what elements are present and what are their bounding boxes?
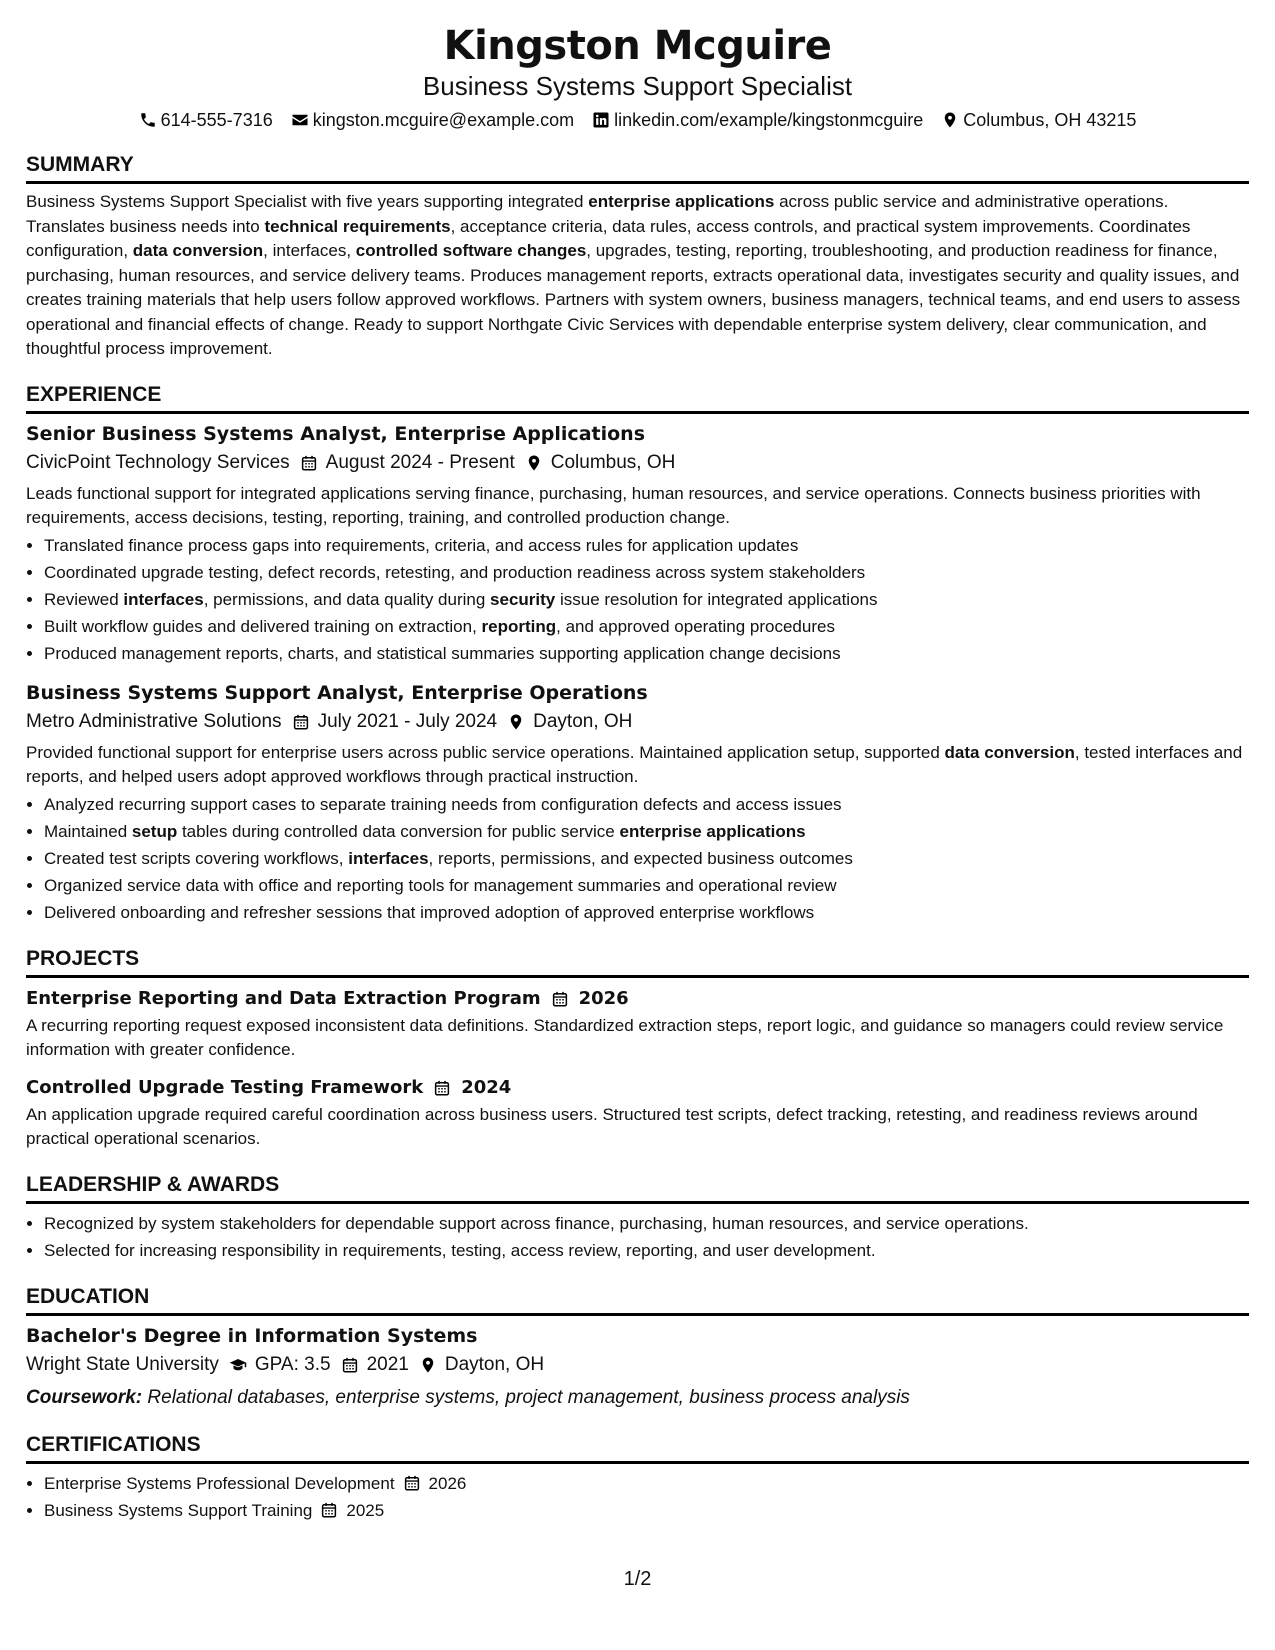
map-pin-icon xyxy=(525,454,543,472)
list-item: • Selected for increasing responsibility in requirements, testing, access review, reporting, and user development. xyxy=(44,1237,1249,1264)
list-item xyxy=(44,1470,1249,1497)
calendar-icon xyxy=(292,713,310,731)
certifications-section xyxy=(26,1432,1249,1524)
contact-email[interactable] xyxy=(291,108,574,132)
list-item: • Organized service data with office and reporting tools for management summaries and operational review xyxy=(44,872,1249,899)
calendar-icon xyxy=(403,1474,421,1492)
project-description: An application upgrade required careful coordination across business users. Structured test scripts, defect tracking, retesting, and readiness reviews around practical operational scenarios. xyxy=(26,1104,1198,1148)
summary-text: Business Systems Support Specialist with five years supporting integrated enterprise applications across public service and administrative operations. Translates business needs into technical requirements, acceptance criteria, data rules, access controls, and practical system improvements. Coordinates configuration, data conversion, interfaces, controlled software changes, upgrades, testing, reporting, troubleshooting, and production readiness for finance, purchasing, human resources, and service delivery teams. Produces management reports, extracts operational data, investigates security and quality issues, and creates training materials that help users follow approved workflows. Partners with system owners, business managers, technical teams, and end users to assess operational and financial effects of change. Ready to support Northgate Civic Services with dependable enterprise system delivery, clear communication, and thoughtful process improvement. xyxy=(26,192,1241,358)
list-item: • Coordinated upgrade testing, defect records, retesting, and production readiness across system stakeholders xyxy=(44,559,1249,586)
job-location: Columbus, OH xyxy=(550,451,676,473)
contact-location xyxy=(941,108,1136,132)
resume-header xyxy=(26,22,1249,132)
education-meta xyxy=(26,1350,1249,1380)
job-entry xyxy=(26,420,1249,667)
calendar-icon xyxy=(300,454,318,472)
section-heading: EXPERIENCE xyxy=(26,382,1249,414)
map-pin-icon xyxy=(419,1356,437,1374)
list-item: • Translated finance process gaps into requirements, criteria, and access rules for application updates xyxy=(44,532,1249,559)
project-year: 2026 xyxy=(578,987,629,1009)
contact-phone xyxy=(139,108,273,132)
certification-list xyxy=(26,1470,1249,1524)
project-description: A recurring reporting request exposed inconsistent data definitions. Standardized extraction steps, report logic, and guidance so managers could review service information with greater confidence. xyxy=(26,1015,1224,1059)
list-item: • Delivered onboarding and refresher sessions that improved adoption of approved enterprise workflows xyxy=(44,899,1249,926)
job-bullets xyxy=(26,532,1249,667)
job-entry xyxy=(26,679,1249,926)
job-dates: August 2024 - Present xyxy=(325,451,515,473)
job-location: Dayton, OH xyxy=(533,710,633,732)
linkedin-text: linkedin.com/example/kingstonmcguire xyxy=(614,110,924,130)
list-item: • Recognized by system stakeholders for dependable support across finance, purchasing, human resources, and service operations. xyxy=(44,1210,1249,1237)
map-pin-icon xyxy=(941,111,959,129)
leadership-list xyxy=(26,1210,1249,1264)
job-description: Provided functional support for enterprise users across public service operations. Maintained application setup, supported data conversion, tested interfaces and reports, and helped users adopt approved workflows through practical instruction. xyxy=(26,742,1243,786)
job-title: Business Systems Support Analyst, Enterprise Operations xyxy=(26,681,648,704)
page-number: 1/2 xyxy=(623,1568,652,1590)
contact-bar xyxy=(26,108,1249,132)
section-heading: SUMMARY xyxy=(26,152,1249,184)
list-item: • Produced management reports, charts, and statistical summaries supporting application change decisions xyxy=(44,640,1249,667)
calendar-icon xyxy=(341,1356,359,1374)
calendar-icon xyxy=(320,1501,338,1519)
section-heading: CERTIFICATIONS xyxy=(26,1432,1249,1464)
graduation-cap-icon xyxy=(229,1356,247,1374)
company-name: Metro Administrative Solutions xyxy=(26,710,282,732)
project-name: Controlled Upgrade Testing Framework xyxy=(26,1076,424,1098)
candidate-title: Business Systems Support Specialist xyxy=(422,71,853,101)
education-section xyxy=(26,1284,1249,1412)
degree-name: Bachelor's Degree in Information Systems xyxy=(26,1324,478,1347)
phone-text: 614-555-7316 xyxy=(160,110,273,130)
school-location: Dayton, OH xyxy=(444,1353,545,1375)
experience-section xyxy=(26,382,1249,926)
summary-section xyxy=(26,152,1249,362)
job-dates: July 2021 - July 2024 xyxy=(317,710,498,732)
graduation-year: 2021 xyxy=(366,1353,409,1375)
email-text: kingston.mcguire@example.com xyxy=(312,110,575,130)
calendar-icon xyxy=(433,1079,451,1097)
job-description: Leads functional support for integrated applications serving finance, purchasing, human resources, and service operations. Connects business priorities with requirements, access decisions, testing, reporting, training, and controlled production change. xyxy=(26,483,1201,527)
company-name: CivicPoint Technology Services xyxy=(26,451,290,473)
location-text: Columbus, OH 43215 xyxy=(963,110,1137,130)
certification-name: • Business Systems Support Training xyxy=(44,1500,313,1520)
candidate-name: Kingston Mcguire xyxy=(443,23,832,69)
school-name: Wright State University xyxy=(26,1353,219,1375)
envelope-icon xyxy=(291,111,309,129)
section-heading: EDUCATION xyxy=(26,1284,1249,1316)
list-item: • Maintained setup tables during controlled data conversion for public service enterprise applications xyxy=(44,818,1249,845)
list-item: • Built workflow guides and delivered training on extraction, reporting, and approved operating procedures xyxy=(44,613,1249,640)
phone-icon xyxy=(139,111,157,129)
section-heading: LEADERSHIP & AWARDS xyxy=(26,1172,1249,1204)
certification-name: • Enterprise Systems Professional Development xyxy=(44,1473,395,1493)
list-item: • Analyzed recurring support cases to separate training needs from configuration defects and access issues xyxy=(44,791,1249,818)
job-title: Senior Business Systems Analyst, Enterprise Applications xyxy=(26,422,646,445)
certification-year: 2025 xyxy=(346,1500,385,1520)
project-name: Enterprise Reporting and Data Extraction Program xyxy=(26,987,541,1009)
projects-section xyxy=(26,946,1249,1152)
resume-page xyxy=(26,22,1249,1524)
calendar-icon xyxy=(551,990,569,1008)
project-entry xyxy=(26,984,1249,1063)
gpa-text: GPA: 3.5 xyxy=(254,1353,331,1375)
certification-year: 2026 xyxy=(428,1473,467,1493)
list-item: • Created test scripts covering workflows, interfaces, reports, permissions, and expected business outcomes xyxy=(44,845,1249,872)
list-item: • Reviewed interfaces, permissions, and data quality during security issue resolution for integrated applications xyxy=(44,586,1249,613)
job-bullets xyxy=(26,791,1249,926)
job-meta xyxy=(26,707,1249,737)
leadership-section xyxy=(26,1172,1249,1264)
job-meta xyxy=(26,448,1249,478)
coursework-line: Coursework: Relational databases, enterprise systems, project management, business process analysis xyxy=(26,1386,910,1408)
contact-linkedin[interactable] xyxy=(592,108,923,132)
list-item xyxy=(44,1497,1249,1524)
map-pin-icon xyxy=(507,713,525,731)
project-year: 2024 xyxy=(461,1076,512,1098)
project-entry xyxy=(26,1073,1249,1152)
section-heading: PROJECTS xyxy=(26,946,1249,978)
linkedin-icon xyxy=(592,111,610,129)
